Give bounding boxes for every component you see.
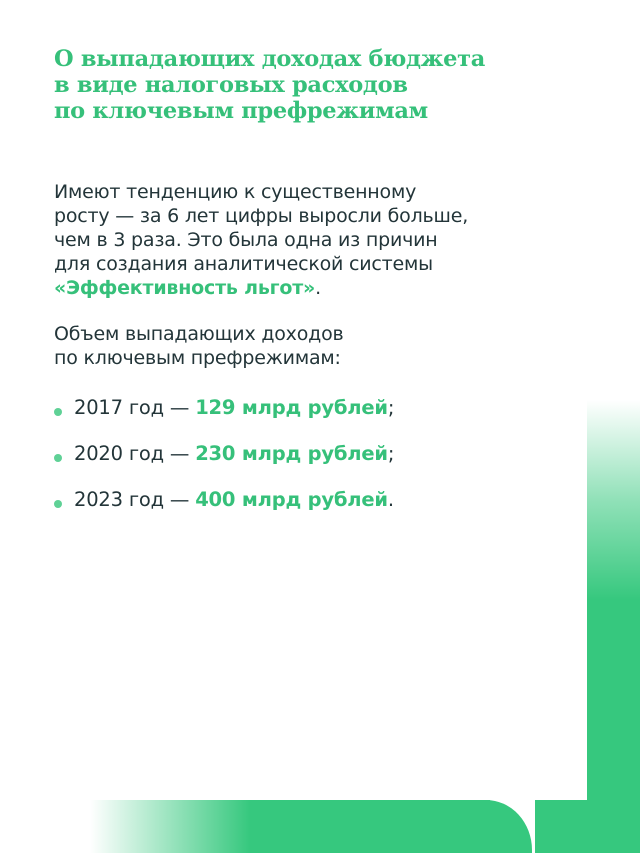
- page-title: [54, 46, 485, 124]
- volume-heading: [54, 322, 344, 370]
- item-suffix: ;: [387, 442, 395, 465]
- list-item: [54, 440, 394, 486]
- decor-right-green-strip: [587, 0, 640, 853]
- intro-suffix: .: [315, 277, 321, 299]
- item-amount: 400 млрд рублей: [195, 488, 388, 511]
- item-year: 2020 год —: [74, 442, 196, 465]
- title-line: О выпадающих доходах бюджета: [54, 46, 486, 72]
- decor-white-rounded-corner: [420, 700, 587, 800]
- intro-line: Имеют тенденцию к существенному: [54, 181, 417, 203]
- list-item: [54, 486, 394, 532]
- bullet-dot-icon: [54, 454, 62, 462]
- bullet-dot-icon: [54, 408, 62, 416]
- system-name-highlight: «Эффективность льгот»: [54, 277, 316, 299]
- title-line: по ключевым префрежимам: [54, 98, 428, 124]
- volume-line: по ключевым префрежимам:: [54, 347, 341, 369]
- title-line: в виде налоговых расходов: [54, 72, 408, 98]
- item-year: 2017 год —: [74, 396, 196, 419]
- item-suffix: .: [387, 488, 394, 511]
- decor-bottom-green-band: [0, 800, 640, 853]
- revenue-list: [54, 394, 394, 532]
- volume-line: Объем выпадающих доходов: [54, 323, 344, 345]
- list-item: [54, 394, 394, 440]
- item-amount: 129 млрд рублей: [195, 396, 388, 419]
- intro-line: росту — за 6 лет цифры выросли больше,: [54, 205, 469, 227]
- intro-paragraph: [54, 180, 534, 300]
- bullet-dot-icon: [54, 500, 62, 508]
- item-suffix: ;: [387, 396, 395, 419]
- intro-line: чем в 3 раза. Это была одна из причин: [54, 229, 438, 251]
- intro-line: для создания аналитической системы: [54, 253, 433, 275]
- item-amount: 230 млрд рублей: [195, 442, 388, 465]
- item-year: 2023 год —: [74, 488, 196, 511]
- intro-highlight-line: [54, 276, 534, 300]
